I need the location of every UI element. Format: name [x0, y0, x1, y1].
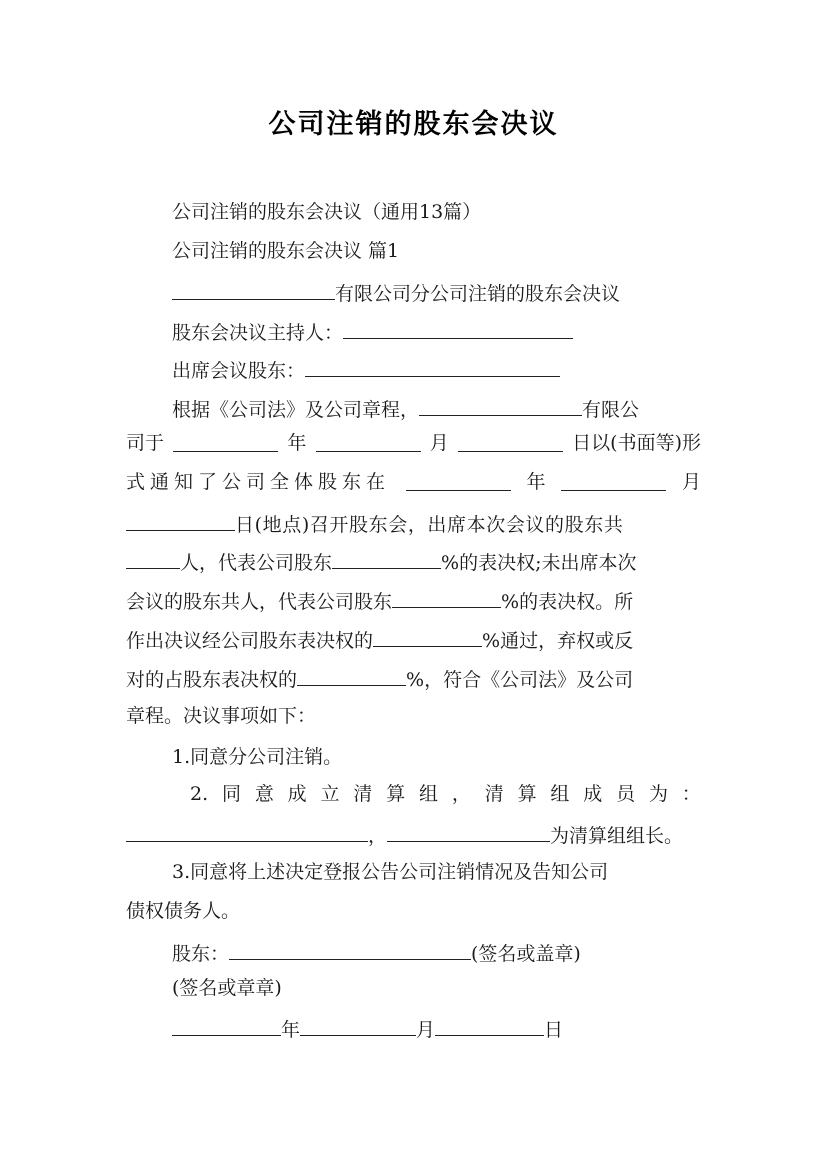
resolution-item-3-cont: 债权债务人。 [126, 900, 241, 922]
day-blank [435, 1015, 544, 1036]
para-line-6 [126, 587, 633, 614]
percent-blank [332, 548, 441, 569]
month-blank [561, 470, 666, 491]
year-blank [406, 470, 511, 491]
date-line [172, 1015, 563, 1042]
company-name-blank [172, 279, 335, 300]
resolution-item-1: 1.同意分公司注销。 [172, 746, 343, 768]
year-blank [173, 431, 278, 452]
percent-blank [392, 587, 501, 608]
para-text: 会议的股东共人，代表公司股东 [126, 591, 393, 613]
date-text: 日 [544, 1019, 564, 1041]
para-line-8 [126, 665, 633, 692]
para-line-1 [172, 395, 639, 422]
date-text: 年 [281, 1019, 301, 1041]
para-line-4 [126, 510, 623, 537]
leader-blank [387, 821, 550, 842]
document-subtitle: 公司注销的股东会决议（通用13篇） [172, 201, 482, 223]
count-blank [126, 548, 180, 569]
para-text: 式通知了公司全体股东在 [126, 471, 391, 493]
para-line-9: 章程。决议事项如下： [126, 705, 317, 727]
para-text: 月 [429, 432, 449, 454]
heading-text: 有限公司分公司注销的股东会决议 [335, 283, 621, 305]
day-blank [458, 431, 563, 452]
para-text: 年 [526, 471, 546, 493]
section-heading: 公司注销的股东会决议 篇1 [172, 240, 400, 262]
member-blank [126, 821, 368, 842]
para-text: %，符合《公司法》及公司 [406, 669, 634, 691]
para-text: 日以(书面等)形 [572, 432, 701, 454]
host-label: 股东会决议主持人： [172, 322, 344, 344]
para-text: ， [368, 825, 388, 847]
resolution-item-2: 2. 同 意 成 立 清 算 组 ， 清 算 组 成 员 为 ： [190, 783, 701, 805]
month-blank [316, 431, 421, 452]
para-line-2 [126, 431, 701, 455]
shareholder-label: 股东： [172, 943, 230, 965]
attend-label: 出席会议股东： [172, 360, 306, 382]
attend-blank [305, 356, 560, 377]
host-blank [343, 318, 573, 339]
para-text: %的表决权。所 [501, 591, 634, 613]
month-blank [300, 1015, 416, 1036]
sign-note: (签名或盖章) [471, 943, 581, 965]
para-line-7 [126, 626, 633, 653]
para-text: 作出决议经公司股东表决权的 [126, 630, 374, 652]
host-line [172, 318, 573, 345]
day-blank [126, 510, 235, 531]
page-title: 公司注销的股东会决议 [268, 109, 559, 140]
percent-blank [373, 626, 482, 647]
date-text: 月 [416, 1019, 436, 1041]
sign-note-2: (签名或章章) [172, 977, 282, 999]
para-text: 人，代表公司股东 [180, 552, 333, 574]
para-text: 有限公 [582, 399, 640, 421]
shareholder-blank [229, 939, 471, 960]
para-text: 对的占股东表决权的 [126, 669, 298, 691]
resolution-item-2-cont [126, 821, 683, 848]
para-text: 月 [681, 471, 701, 493]
para-line-3 [126, 470, 701, 494]
year-blank [172, 1015, 281, 1036]
para-text: 年 [287, 432, 307, 454]
percent-blank [297, 665, 406, 686]
para-text: %的表决权;未出席本次 [441, 552, 637, 574]
shareholder-line [172, 939, 581, 966]
para-text: 日(地点)召开股东会，出席本次会议的股东共 [235, 514, 624, 536]
para-line-5 [126, 548, 636, 575]
para-text: 根据《公司法》及公司章程， [172, 399, 420, 421]
resolution-item-3: 3.同意将上述决定登报公告公司注销情况及告知公司 [172, 861, 609, 883]
blank [419, 395, 582, 416]
para-text: 为清算组组长。 [550, 825, 684, 847]
para-text: %通过，弃权或反 [482, 630, 634, 652]
para-text: 司于 [126, 432, 165, 454]
attend-line [172, 356, 560, 383]
resolution-heading [172, 279, 620, 306]
